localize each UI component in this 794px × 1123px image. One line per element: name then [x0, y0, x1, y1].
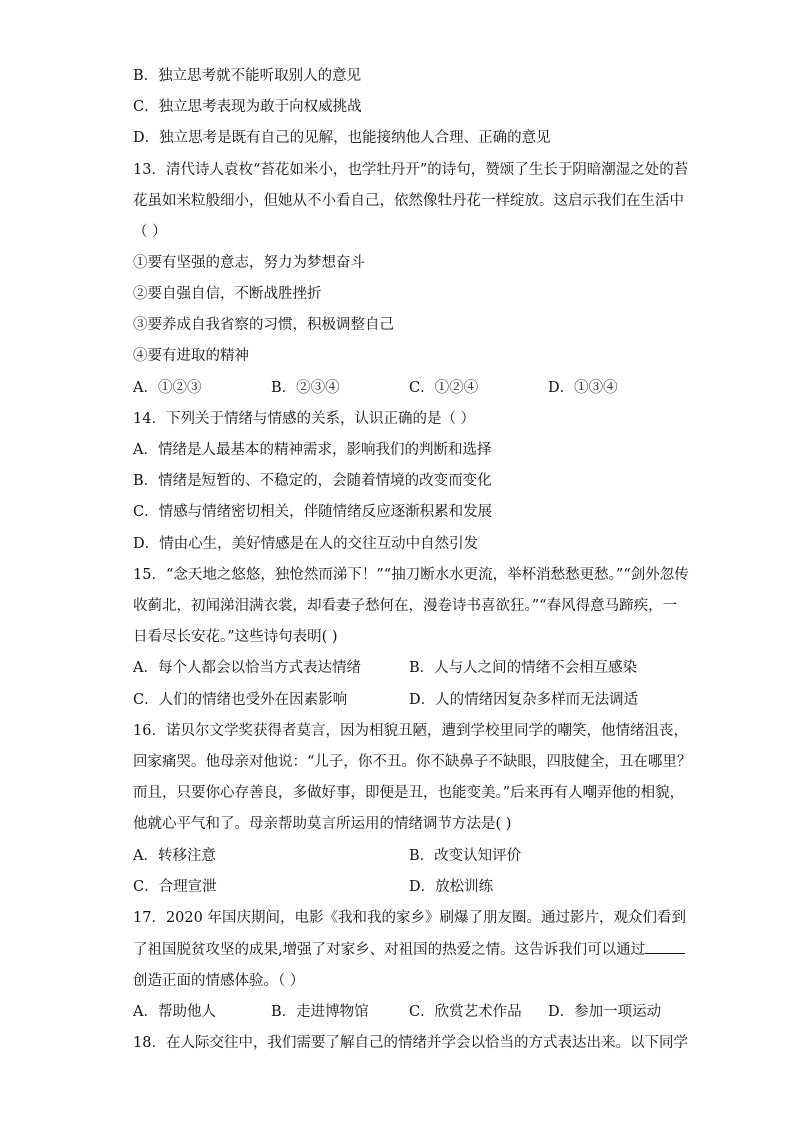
q13-item-3: ③要养成自我省察的习惯，积极调整自己: [133, 317, 394, 333]
q12-option-c: C．独立思考表现为敢于向权威挑战: [133, 99, 362, 115]
q17-option-b: B．走进博物馆: [271, 1004, 369, 1020]
q15-stem-line1: 15．“念天地之悠悠，独怆然而涕下！”“抽刀断水水更流，举杯消愁愁更愁。”“剑外忽传: [133, 567, 689, 583]
q14-stem: 14．下列关于情绪与情感的关系，认识正确的是（ ）: [133, 411, 476, 427]
q14-option-a: A．情绪是人最基本的精神需求，影响我们的判断和选择: [133, 442, 492, 458]
q18-stem-line1: 18．在人际交往中，我们需要了解自己的情绪并学会以恰当的方式表达出来。以下同学: [133, 1035, 688, 1051]
q15-option-a: A．每个人都会以恰当方式表达情绪: [133, 660, 361, 676]
q16-stem-line4: 他就心平气和了。母亲帮助莫言所运用的情绪调节方法是( ): [133, 816, 512, 832]
q13-stem-line2: 花虽如米粒般细小，但她从不小看自己，依然像牡丹花一样绽放。这启示我们在生活中: [133, 193, 684, 209]
q16-option-d: D．放松训练: [409, 879, 494, 895]
q17-stem-line3: 创造正面的情感体验。（ ）: [133, 973, 305, 989]
q13-item-4: ④要有进取的精神: [133, 348, 249, 364]
q14-option-d: D．情由心生，美好情感是在人的交往互动中自然引发: [133, 536, 479, 552]
q13-option-b: B．②③④: [271, 380, 340, 396]
q14-option-c: C．情感与情绪密切相关，伴随情绪反应逐渐积累和发展: [133, 504, 493, 520]
q17-stem-line1: 17．2020 年国庆期间，电影《我和我的家乡》刷爆了朋友圈。通过影片，观众们看到: [133, 910, 686, 926]
q16-option-b: B．改变认知评价: [409, 848, 522, 864]
q13-option-c: C．①②④: [409, 380, 479, 396]
q13-item-1: ①要有坚强的意志，努力为梦想奋斗: [133, 255, 365, 271]
answer-blank: [645, 939, 685, 954]
q15-option-c: C．人们的情绪也受外在因素影响: [133, 692, 348, 708]
q14-option-b: B．情绪是短暂的、不稳定的，会随着情境的改变而变化: [133, 473, 492, 489]
q16-stem-line3: 而且，只要你心存善良，多做好事，即便是丑，也能变美。”后来再有人嘲弄他的相貌，: [133, 785, 685, 801]
q12-option-d: D．独立思考是既有自己的见解，也能接纳他人合理、正确的意见: [133, 130, 551, 146]
q13-option-a: A．①②③: [133, 380, 202, 396]
q16-stem-line2: 回家痛哭。他母亲对他说：“儿子，你不丑。你不缺鼻子不缺眼，四肢健全，丑在哪里？: [133, 754, 692, 770]
q17-option-d: D．参加一项运动: [548, 1004, 662, 1020]
q17-option-c: C．欣赏艺术作品: [409, 1004, 522, 1020]
q15-stem-line2: 收蓟北，初闻涕泪满衣裳，却看妻子愁何在，漫卷诗书喜欲狂。”“春风得意马蹄疾，一: [133, 598, 678, 614]
q13-option-d: D．①③④: [548, 380, 618, 396]
q17-stem-line2-text: 了祖国脱贫攻坚的成果,增强了对家乡、对祖国的热爱之情。这告诉我们可以通过: [133, 942, 646, 958]
q15-option-d: D．人的情绪因复杂多样而无法调适: [409, 692, 639, 708]
q13-stem-line1: 13．清代诗人袁枚“苔花如米小，也学牡丹开”的诗句，赞颂了生长于阴暗潮湿之处的苔: [133, 162, 689, 178]
q17-option-a: A．帮助他人: [133, 1004, 216, 1020]
q16-option-c: C．合理宣泄: [133, 879, 217, 895]
q15-stem-line3: 日看尽长安花。”这些诗句表明( ): [133, 629, 338, 645]
q16-stem-line1: 16．诺贝尔文学奖获得者莫言，因为相貌丑陋，遭到学校里同学的嘲笑，他情绪沮丧，: [133, 723, 688, 739]
q16-option-a: A．转移注意: [133, 848, 216, 864]
q15-option-b: B．人与人之间的情绪不会相互感染: [409, 660, 638, 676]
q17-stem-line2: [133, 939, 685, 960]
q13-stem-line3: （ ）: [133, 224, 167, 240]
q13-item-2: ②要自强自信，不断战胜挫折: [133, 286, 322, 302]
q12-option-b: B．独立思考就不能听取别人的意见: [133, 68, 362, 84]
